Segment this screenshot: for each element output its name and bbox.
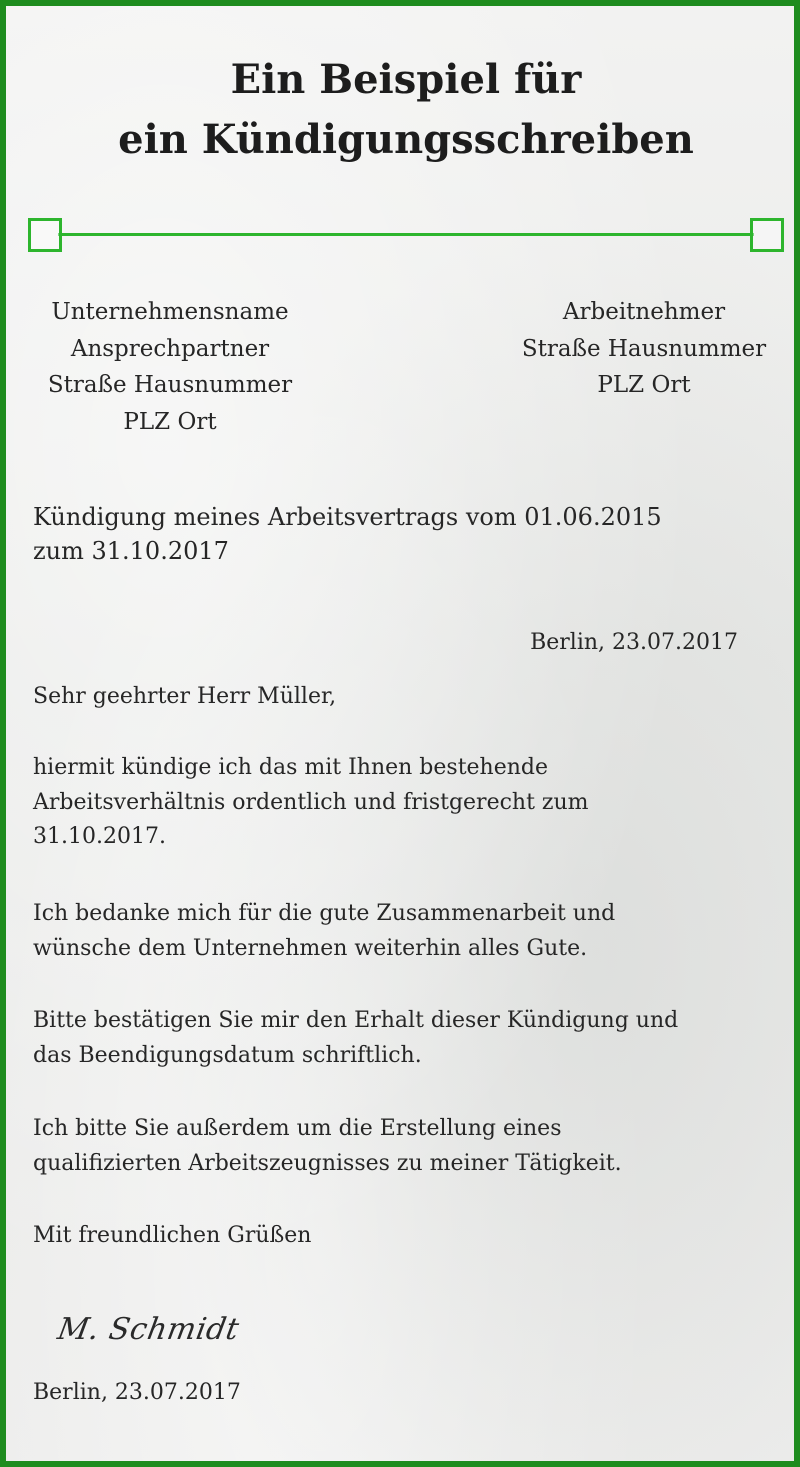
title-line-2: ein Kündigungsschreiben [118, 116, 694, 163]
subject-line [33, 500, 783, 568]
sender-address [26, 294, 314, 440]
paragraph-line: hiermit kündige ich das mit Ihnen bestehende [33, 755, 549, 780]
paragraph-line: Ich bedanke mich für die gute Zusammenarbeit und [33, 901, 616, 926]
paragraph-termination [33, 751, 785, 855]
recipient-address [502, 294, 786, 404]
paragraph-line: qualifizierten Arbeitszeugnisses zu meiner Tätigkeit. [33, 1150, 622, 1176]
paragraph-thanks [33, 897, 785, 966]
paragraph-confirmation [33, 1004, 785, 1073]
sender-contact: Ansprechpartner [70, 335, 270, 362]
handwritten-signature: M. Schmidt [54, 1312, 242, 1347]
salutation: Sehr geehrter Herr Müller, [33, 684, 337, 709]
signature-date: Berlin, 23.07.2017 [33, 1380, 241, 1405]
letter-date: Berlin, 23.07.2017 [530, 630, 738, 655]
recipient-name: Arbeitnehmer [562, 299, 726, 325]
subject-line-2: zum 31.10.2017 [33, 537, 229, 565]
paragraph-line: wünsche dem Unternehmen weiterhin alles Gute. [33, 935, 588, 961]
subject-line-1: Kündigung meines Arbeitsvertrags vom 01.06.2015 [33, 503, 662, 531]
divider-square-left [28, 218, 62, 252]
paragraph-line: Bitte bestätigen Sie mir den Erhalt dieser Kündigung und [33, 1008, 679, 1033]
page-title [6, 50, 800, 170]
sender-street: Straße Hausnummer [47, 372, 293, 398]
sender-city: PLZ Ort [123, 408, 217, 435]
paragraph-reference [33, 1112, 785, 1181]
paragraph-line: 31.10.2017. [33, 824, 166, 849]
paragraph-line: das Beendigungsdatum schriftlich. [33, 1042, 422, 1068]
recipient-street: Straße Hausnummer [521, 335, 767, 362]
paragraph-line: Ich bitte Sie außerdem um die Erstellung eines [33, 1116, 562, 1141]
paragraph-line: Arbeitsverhältnis ordentlich und fristgerecht zum [33, 789, 589, 815]
title-divider [28, 218, 784, 252]
divider-line [58, 233, 754, 236]
closing-phrase: Mit freundlichen Grüßen [33, 1223, 312, 1248]
title-line-1: Ein Beispiel für [230, 56, 582, 103]
recipient-city: PLZ Ort [597, 372, 691, 398]
divider-square-right [750, 218, 784, 252]
sender-company: Unternehmensname [51, 299, 289, 325]
